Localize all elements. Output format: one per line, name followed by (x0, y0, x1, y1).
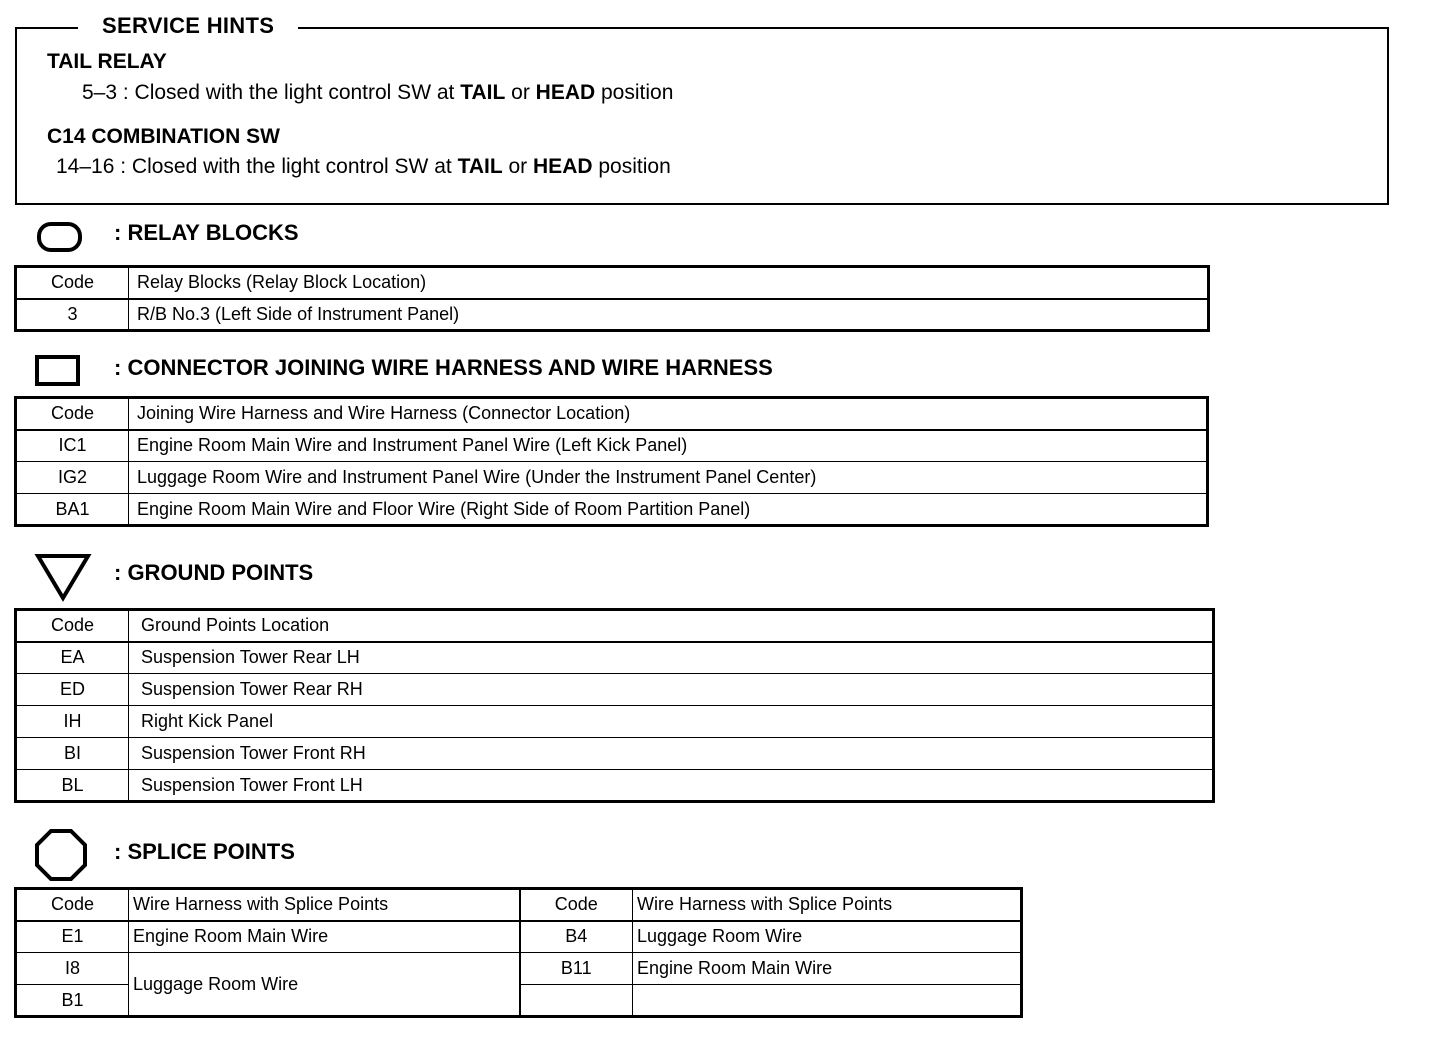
row-code: EA (16, 642, 129, 674)
hint-title-tail-relay: TAIL RELAY (47, 50, 167, 73)
table-row (16, 642, 1214, 674)
header-code: Code (16, 610, 129, 642)
ground-points-table (14, 608, 1215, 803)
row-location: Suspension Tower Front RH (129, 738, 1214, 770)
table-header-row (16, 267, 1209, 299)
table-row (16, 462, 1208, 494)
table-header-row (16, 398, 1208, 430)
table-row (16, 494, 1208, 526)
relay-blocks-title: : RELAY BLOCKS (114, 220, 299, 245)
row-harness: Luggage Room Wire (129, 953, 520, 1017)
row-location: Engine Room Main Wire and Floor Wire (Right Side of Room Partition Panel) (129, 494, 1208, 526)
header-code: Code (16, 398, 129, 430)
row-location: Right Kick Panel (129, 706, 1214, 738)
row-harness (633, 985, 1022, 1017)
row-code: IH (16, 706, 129, 738)
table-row (16, 299, 1209, 331)
table-row (16, 706, 1214, 738)
row-code: ED (16, 674, 129, 706)
table-row (16, 953, 1022, 985)
row-code: B1 (16, 985, 129, 1017)
table-row (16, 430, 1208, 462)
header-location: Relay Blocks (Relay Block Location) (129, 267, 1209, 299)
relay-blocks-table (14, 265, 1210, 332)
splice-points-title: : SPLICE POINTS (114, 839, 295, 864)
service-hints-legend: SERVICE HINTS (78, 12, 298, 40)
header-harness: Wire Harness with Splice Points (633, 889, 1022, 921)
hint-title-combination-sw: C14 COMBINATION SW (47, 125, 280, 148)
row-location: Suspension Tower Rear RH (129, 674, 1214, 706)
table-row (16, 921, 1022, 953)
rectangle-icon (34, 354, 82, 388)
header-location: Ground Points Location (129, 610, 1214, 642)
hint-line-combination-sw: 14–16 : Closed with the light control SW at TAIL or HEAD position (56, 155, 671, 178)
row-code: I8 (16, 953, 129, 985)
connectors-table (14, 396, 1209, 527)
row-code: IC1 (16, 430, 129, 462)
row-code: E1 (16, 921, 129, 953)
row-code (520, 985, 633, 1017)
connectors-title: : CONNECTOR JOINING WIRE HARNESS AND WIRE HARNESS (114, 355, 773, 380)
header-code: Code (520, 889, 633, 921)
header-location: Joining Wire Harness and Wire Harness (Connector Location) (129, 398, 1208, 430)
row-code: 3 (16, 299, 129, 331)
table-row (16, 738, 1214, 770)
table-header-row (16, 889, 1022, 921)
row-code: IG2 (16, 462, 129, 494)
octagon-icon (34, 828, 88, 882)
row-harness: Luggage Room Wire (633, 921, 1022, 953)
row-code: BA1 (16, 494, 129, 526)
row-location: Suspension Tower Front LH (129, 770, 1214, 802)
splice-points-table (14, 887, 1023, 1018)
row-location: Luggage Room Wire and Instrument Panel Wire (Under the Instrument Panel Center) (129, 462, 1208, 494)
row-harness: Engine Room Main Wire (129, 921, 520, 953)
row-location: Engine Room Main Wire and Instrument Panel Wire (Left Kick Panel) (129, 430, 1208, 462)
table-row (16, 770, 1214, 802)
triangle-down-icon (34, 552, 92, 602)
row-code: BI (16, 738, 129, 770)
table-row (16, 674, 1214, 706)
row-code: B11 (520, 953, 633, 985)
row-harness: Engine Room Main Wire (633, 953, 1022, 985)
header-harness: Wire Harness with Splice Points (129, 889, 520, 921)
row-code: B4 (520, 921, 633, 953)
row-location: R/B No.3 (Left Side of Instrument Panel) (129, 299, 1209, 331)
table-header-row (16, 610, 1214, 642)
row-location: Suspension Tower Rear LH (129, 642, 1214, 674)
header-code: Code (16, 267, 129, 299)
hint-line-tail-relay: 5–3 : Closed with the light control SW at TAIL or HEAD position (82, 81, 674, 104)
ground-points-title: : GROUND POINTS (114, 560, 314, 585)
rounded-rect-icon (36, 220, 84, 254)
header-code: Code (16, 889, 129, 921)
row-code: BL (16, 770, 129, 802)
